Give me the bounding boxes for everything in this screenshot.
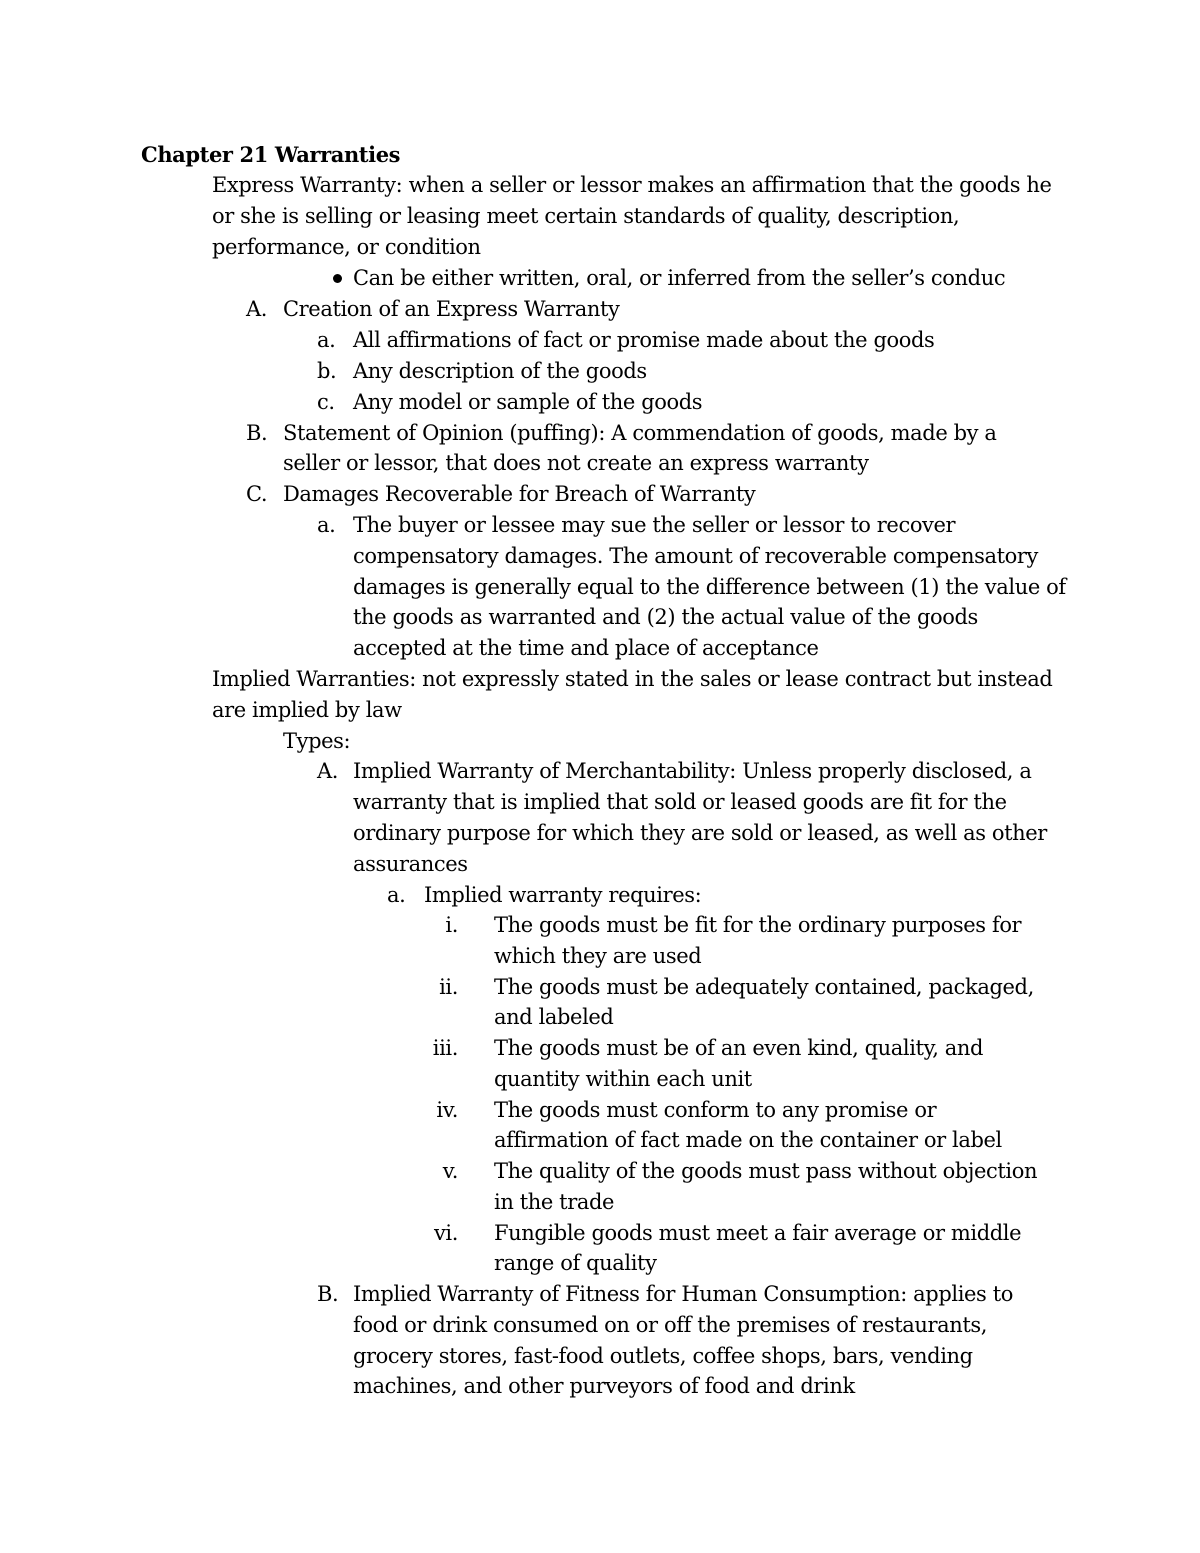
- outline-marker: c.: [317, 390, 335, 414]
- express-b-text: Statement of Opinion (puffing): A commendation of goods, made by a: [283, 421, 997, 445]
- outline-marker: i.: [445, 913, 458, 937]
- merchantability-text: ordinary purpose for which they are sold or leased, as well as other: [353, 821, 1047, 845]
- list-item: Any description of the goods: [353, 359, 647, 383]
- damages-text: accepted at the time and place of acceptance: [353, 636, 819, 660]
- requirement-text: which they are used: [494, 944, 702, 968]
- damages-text: compensatory damages. The amount of recoverable compensatory: [353, 544, 1039, 568]
- implied-definition-line: are implied by law: [212, 698, 402, 722]
- damages-text: The buyer or lessee may sue the seller or lessor to recover: [353, 513, 956, 537]
- damages-text: damages is generally equal to the difference between (1) the value of: [353, 575, 1066, 599]
- express-a-heading: Creation of an Express Warranty: [283, 297, 620, 321]
- outline-marker: iv.: [436, 1098, 458, 1122]
- requirement-text: The goods must be fit for the ordinary purposes for: [494, 913, 1022, 937]
- outline-marker: a.: [317, 513, 336, 537]
- human-consumption-text: Implied Warranty of Fitness for Human Consumption: applies to: [353, 1282, 1013, 1306]
- requirement-text: Fungible goods must meet a fair average or middle: [494, 1221, 1022, 1245]
- outline-marker: b.: [317, 359, 337, 383]
- outline-marker: A.: [246, 297, 268, 321]
- express-b-text: seller or lessor, that does not create an express warranty: [283, 451, 869, 475]
- bullet-icon: [333, 274, 342, 283]
- merchantability-text: Implied Warranty of Merchantability: Unless properly disclosed, a: [353, 759, 1032, 783]
- requirement-text: quantity within each unit: [494, 1067, 752, 1091]
- express-definition-line: performance, or condition: [212, 235, 481, 259]
- outline-marker: ii.: [439, 975, 458, 999]
- outline-marker: a.: [317, 328, 336, 352]
- requirement-text: The goods must be of an even kind, quality, and: [494, 1036, 984, 1060]
- page-title: Chapter 21 Warranties: [141, 142, 401, 167]
- human-consumption-text: grocery stores, fast-food outlets, coffee shops, bars, vending: [353, 1344, 973, 1368]
- express-c-heading: Damages Recoverable for Breach of Warranty: [283, 482, 756, 506]
- requires-heading: Implied warranty requires:: [424, 883, 702, 907]
- express-definition-line: Express Warranty: when a seller or lessor makes an affirmation that the goods he: [212, 173, 1052, 197]
- list-item: Any model or sample of the goods: [353, 390, 703, 414]
- requirement-text: affirmation of fact made on the container or label: [494, 1128, 1002, 1152]
- outline-marker: C.: [246, 482, 268, 506]
- requirement-text: The quality of the goods must pass without objection: [494, 1159, 1038, 1183]
- outline-marker: B.: [317, 1282, 339, 1306]
- outline-marker: a.: [387, 883, 406, 907]
- damages-text: the goods as warranted and (2) the actual value of the goods: [353, 605, 978, 629]
- outline-marker: vi.: [433, 1221, 458, 1245]
- outline-marker: B.: [246, 421, 268, 445]
- list-item: All affirmations of fact or promise made about the goods: [353, 328, 935, 352]
- express-definition-line: or she is selling or leasing meet certain standards of quality, description,: [212, 204, 960, 228]
- merchantability-text: warranty that is implied that sold or leased goods are fit for the: [353, 790, 1007, 814]
- requirement-text: The goods must conform to any promise or: [494, 1098, 937, 1122]
- outline-marker: A.: [317, 759, 339, 783]
- requirement-text: in the trade: [494, 1190, 615, 1214]
- merchantability-text: assurances: [353, 852, 468, 876]
- outline-marker: v.: [442, 1159, 458, 1183]
- human-consumption-text: food or drink consumed on or off the premises of restaurants,: [353, 1313, 988, 1337]
- implied-definition-line: Implied Warranties: not expressly stated in the sales or lease contract but instead: [212, 667, 1053, 691]
- types-label: Types:: [283, 729, 351, 753]
- human-consumption-text: machines, and other purveyors of food and drink: [353, 1374, 855, 1398]
- requirement-text: range of quality: [494, 1251, 657, 1275]
- requirement-text: The goods must be adequately contained, packaged,: [494, 975, 1034, 999]
- requirement-text: and labeled: [494, 1005, 614, 1029]
- outline-marker: iii.: [432, 1036, 458, 1060]
- express-bullet-text: Can be either written, oral, or inferred from the seller’s conduc: [353, 266, 1006, 290]
